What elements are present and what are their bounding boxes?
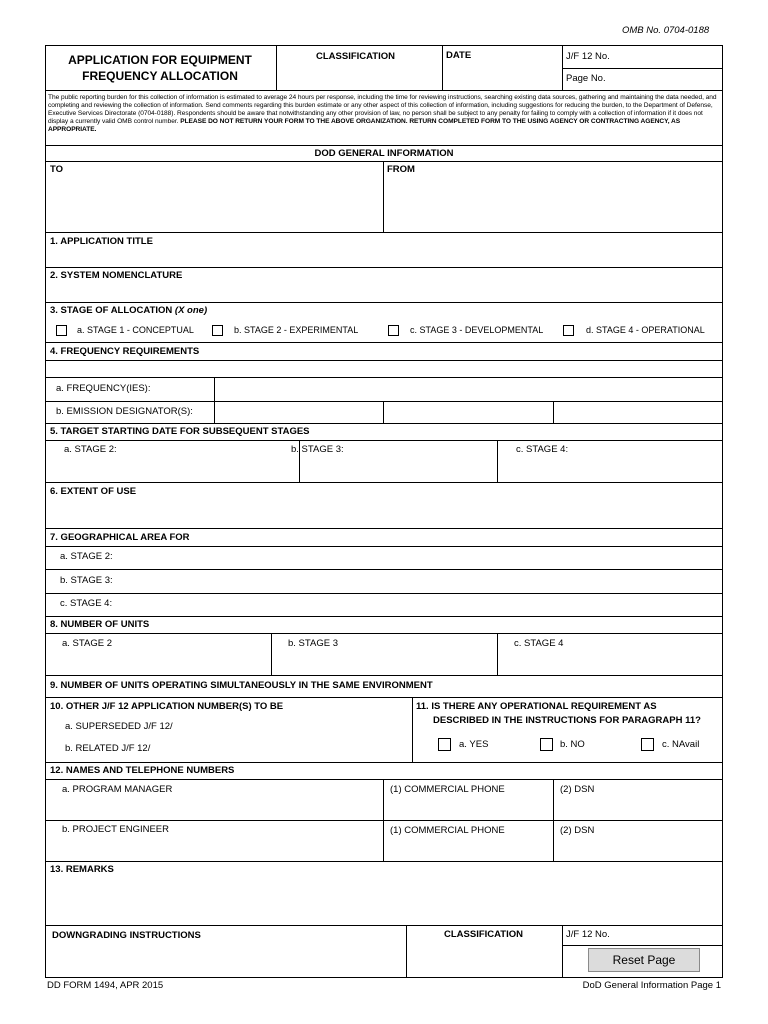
units-stage-2-field[interactable]: [47, 651, 270, 674]
divider: [412, 697, 413, 762]
stage-hint: (X one): [174, 305, 208, 316]
header-classification-label: CLASSIFICATION: [316, 51, 395, 62]
requirement-no-checkbox[interactable]: [540, 738, 553, 751]
reset-page-button[interactable]: Reset Page: [588, 948, 700, 972]
stage-of-allocation-label: 3. STAGE OF ALLOCATION (X one): [50, 305, 208, 316]
requirement-no-label: b. NO: [560, 739, 585, 750]
target-stage-4-label: c. STAGE 4:: [516, 444, 569, 455]
form-title-line2: FREQUENCY ALLOCATION: [82, 69, 238, 83]
project-engineer-field[interactable]: [47, 837, 382, 860]
requirement-yes-label: a. YES: [459, 739, 489, 750]
page-label: DoD General Information Page 1: [582, 980, 721, 991]
divider: [45, 440, 723, 441]
divider: [45, 267, 723, 268]
pm-commercial-phone-label: (1) COMMERCIAL PHONE: [390, 784, 505, 795]
frequency-requirements-label: 4. FREQUENCY REQUIREMENTS: [50, 346, 200, 357]
system-nomenclature-label: 2. SYSTEM NOMENCLATURE: [50, 270, 183, 281]
divider: [45, 145, 723, 146]
header-classification-field[interactable]: [278, 64, 441, 89]
header-date-field[interactable]: [444, 62, 561, 89]
geo-stage-4-label: c. STAGE 4:: [60, 598, 113, 609]
form-title-line1: APPLICATION FOR EQUIPMENT: [68, 53, 252, 67]
stage-3-checkbox[interactable]: [388, 325, 399, 336]
frequencies-field[interactable]: [216, 378, 721, 400]
divider: [45, 925, 723, 926]
geo-stage-3-field[interactable]: [120, 570, 720, 592]
from-label: FROM: [387, 164, 415, 175]
requirement-navail-checkbox[interactable]: [641, 738, 654, 751]
frequencies-label: a. FREQUENCY(IES):: [56, 383, 151, 394]
downgrading-field[interactable]: [47, 943, 404, 976]
pe-commercial-phone-field[interactable]: [385, 837, 552, 860]
target-stage-2-field[interactable]: [47, 457, 298, 481]
divider: [45, 820, 723, 821]
target-dates-label: 5. TARGET STARTING DATE FOR SUBSEQUENT STAGES: [50, 426, 310, 437]
general-info-heading: DOD GENERAL INFORMATION: [314, 148, 454, 159]
simultaneous-units-label: 9. NUMBER OF UNITS OPERATING SIMULTANEOUSLY IN THE SAME ENVIRONMENT: [50, 680, 433, 691]
units-stage-4-label: c. STAGE 4: [514, 638, 564, 649]
geo-stage-2-label: a. STAGE 2:: [60, 551, 113, 562]
related-label: b. RELATED J/F 12/: [65, 743, 151, 754]
stage-2-checkbox[interactable]: [212, 325, 223, 336]
divider: [276, 45, 277, 90]
names-phones-label: 12. NAMES AND TELEPHONE NUMBERS: [50, 765, 235, 776]
footer-classification-label: CLASSIFICATION: [444, 929, 523, 940]
divider: [45, 302, 723, 303]
header-jf-no-label: J/F 12 No.: [566, 51, 610, 62]
remarks-label: 13. REMARKS: [50, 864, 114, 875]
divider: [383, 401, 384, 423]
system-nomenclature-field[interactable]: [47, 282, 721, 300]
emission-designator-field-2[interactable]: [385, 402, 552, 422]
target-stage-3-field[interactable]: [301, 457, 496, 481]
requirement-navail-label: c. NAvail: [662, 739, 700, 750]
emission-designator-field-3[interactable]: [555, 402, 721, 422]
pm-commercial-phone-field[interactable]: [385, 797, 552, 819]
to-field[interactable]: [47, 176, 381, 231]
units-stage-2-label: a. STAGE 2: [62, 638, 112, 649]
privacy-notice: [48, 94, 722, 134]
stage-3-label: c. STAGE 3 - DEVELOPMENTAL: [410, 325, 544, 335]
divider: [271, 633, 272, 675]
divider: [442, 45, 443, 90]
target-stage-2-label: a. STAGE 2:: [64, 444, 117, 455]
target-stage-4-field[interactable]: [499, 457, 721, 481]
from-field[interactable]: [385, 176, 721, 231]
units-stage-3-field[interactable]: [273, 651, 496, 674]
stage-4-checkbox[interactable]: [563, 325, 574, 336]
project-engineer-label: b. PROJECT ENGINEER: [62, 824, 169, 835]
stage-4-label: d. STAGE 4 - OPERATIONAL: [586, 325, 705, 335]
extent-of-use-label: 6. EXTENT OF USE: [50, 486, 137, 497]
geo-stage-2-field[interactable]: [120, 547, 720, 568]
divider: [562, 945, 722, 946]
units-stage-3-label: b. STAGE 3: [288, 638, 338, 649]
other-applications-label: 10. OTHER J/F 12 APPLICATION NUMBER(S) TO BE: [50, 701, 284, 712]
divider: [45, 161, 723, 162]
divider: [497, 633, 498, 675]
stage-2-label: b. STAGE 2 - EXPERIMENTAL: [234, 325, 359, 335]
divider: [45, 616, 723, 617]
application-title-field[interactable]: [47, 248, 721, 266]
pm-dsn-label: (2) DSN: [560, 784, 595, 795]
header-jf-no-field[interactable]: [620, 47, 720, 67]
divider: [562, 925, 563, 977]
simultaneous-units-field[interactable]: [470, 677, 720, 696]
divider: [45, 342, 723, 343]
to-label: TO: [50, 164, 64, 175]
target-stage-3-label: b. STAGE 3:: [291, 444, 344, 455]
related-field[interactable]: [160, 738, 408, 759]
geo-stage-3-label: b. STAGE 3:: [60, 575, 113, 586]
omb-number: OMB No. 0704-0188: [622, 25, 710, 36]
geo-stage-4-field[interactable]: [120, 594, 720, 615]
divider: [45, 779, 723, 780]
divider: [45, 423, 723, 424]
divider: [497, 440, 498, 482]
superseded-label: a. SUPERSEDED J/F 12/: [65, 721, 173, 732]
privacy-notice-text: The public reporting burden for this collection of information is estimated to average 24 hours per response, including the time for reviewing instructions, searching existing data sources, gathering and maintaining the data needed, and completing and reviewing the collection of information. Send comments regarding this burden estimate or any other aspect of this collection of information, including suggestions for reducing the burden, to the Department of Defense, Executive Services Directorate (0704-0188). Respondents should be aware that notwithstanding any other provision of law, no person shall be subject to any penalty for failing to comply with a collection of information if it does not display a currently valid OMB control number.: [48, 94, 717, 125]
divider: [45, 90, 723, 91]
divider: [214, 377, 215, 423]
divider: [45, 482, 723, 483]
divider: [45, 232, 723, 233]
application-title-label: 1. APPLICATION TITLE: [50, 236, 153, 247]
divider: [45, 675, 723, 676]
operational-requirement-line2: DESCRIBED IN THE INSTRUCTIONS FOR PARAGRAPH 11?: [433, 715, 701, 726]
privacy-notice-bold: PLEASE DO NOT RETURN YOUR FORM TO THE ABOVE ORGANIZATION. RETURN COMPLETED FORM TO THE USING AGENCY OR CONTRACTING AGENCY, AS APPROPRIATE.: [48, 117, 681, 133]
header-date-label: DATE: [446, 50, 472, 61]
divider: [45, 528, 723, 529]
program-manager-label: a. PROGRAM MANAGER: [62, 784, 173, 795]
emission-designator-field-1[interactable]: [216, 402, 382, 422]
header-page-no-field[interactable]: [620, 69, 720, 89]
stage-1-label: a. STAGE 1 - CONCEPTUAL: [77, 325, 194, 335]
pe-dsn-label: (2) DSN: [560, 825, 595, 836]
extent-of-use-field[interactable]: [47, 499, 721, 527]
number-of-units-label: 8. NUMBER OF UNITS: [50, 619, 150, 630]
divider: [45, 762, 723, 763]
stage-1-checkbox[interactable]: [56, 325, 67, 336]
divider: [406, 925, 407, 977]
divider: [45, 861, 723, 862]
footer-classification-field[interactable]: [408, 943, 561, 976]
geographical-area-label: 7. GEOGRAPHICAL AREA FOR: [50, 532, 190, 543]
operational-requirement-line1: 11. IS THERE ANY OPERATIONAL REQUIREMENT AS: [416, 701, 657, 712]
divider: [45, 633, 723, 634]
form-id: DD FORM 1494, APR 2015: [47, 980, 164, 991]
divider: [45, 360, 723, 361]
program-manager-field[interactable]: [47, 797, 382, 819]
divider: [553, 401, 554, 423]
header-page-no-label: Page No.: [566, 73, 606, 84]
divider: [45, 697, 723, 698]
divider: [383, 161, 384, 232]
pe-commercial-phone-label: (1) COMMERCIAL PHONE: [390, 825, 505, 836]
pm-dsn-field[interactable]: [555, 797, 721, 819]
superseded-field[interactable]: [182, 716, 408, 735]
pe-dsn-field[interactable]: [555, 837, 721, 860]
units-stage-4-field[interactable]: [499, 651, 721, 674]
requirement-yes-checkbox[interactable]: [438, 738, 451, 751]
emission-designator-label: b. EMISSION DESIGNATOR(S):: [56, 406, 193, 417]
downgrading-label: DOWNGRADING INSTRUCTIONS: [52, 930, 201, 941]
footer-jf-no-label: J/F 12 No.: [566, 929, 610, 940]
remarks-field[interactable]: [47, 877, 721, 923]
